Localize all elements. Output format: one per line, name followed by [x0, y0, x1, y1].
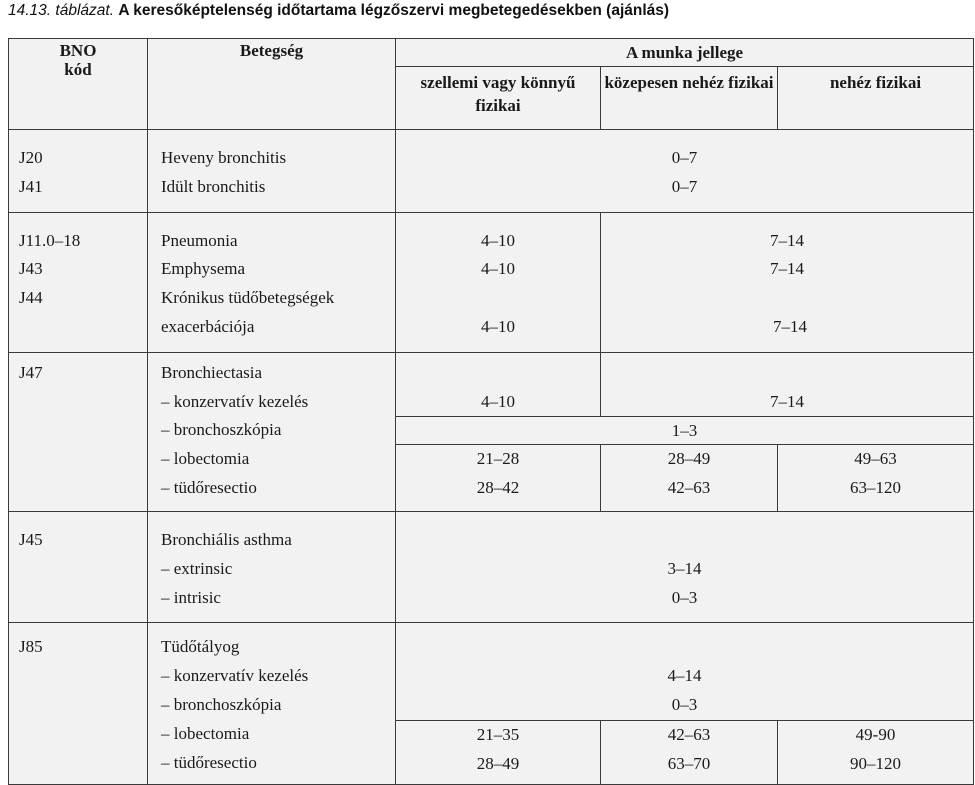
value-cell	[396, 352, 601, 417]
duration-value: 7–14	[770, 391, 805, 411]
duration-value: 7–14	[770, 259, 805, 279]
duration-value	[601, 284, 973, 313]
bno-code: J44	[19, 288, 43, 308]
value-cell	[396, 474, 601, 511]
disease-name: Idült bronchitis	[161, 176, 266, 196]
value-cell	[778, 474, 974, 511]
value-cell	[778, 720, 974, 749]
header-bno	[9, 39, 148, 130]
duration-value: 28–42	[476, 478, 520, 498]
duration-value: 90–120	[850, 753, 902, 773]
bno-cell	[9, 130, 148, 213]
duration-value: 0–7	[671, 176, 698, 196]
table-caption	[8, 2, 669, 20]
header-munka-jellege: A munka jellege	[396, 39, 974, 67]
disease-name: – bronchoszkópia	[161, 694, 282, 714]
bno-code: J47	[19, 362, 43, 382]
value-cell	[778, 750, 974, 785]
duration-value: 4–10	[481, 391, 515, 411]
disease-name: Tüdőtályog	[161, 637, 240, 657]
header-kozepesen: közepesen nehéz fizikai	[601, 67, 778, 130]
table-row	[9, 511, 974, 622]
table-row	[9, 212, 974, 352]
disease-name: – tüdőresectio	[161, 477, 257, 497]
header-row	[9, 39, 974, 67]
header-bno-line2: kód	[64, 60, 92, 79]
disease-cell	[148, 511, 396, 622]
duration-value: 42–63	[667, 724, 711, 744]
disease-name: – extrinsic	[161, 558, 233, 578]
bno-cell	[9, 352, 148, 511]
bno-code: J45	[19, 529, 43, 549]
caption-title: A keresőképtelenség időtartama légzőszervi megbetegedésekben (ajánlás)	[118, 2, 670, 19]
header-szellemi: szellemi vagy könnyű fizikai	[396, 67, 601, 130]
value-cell	[396, 623, 974, 720]
disease-cell	[148, 130, 396, 213]
disease-name: – konzervatív kezelés	[161, 391, 309, 411]
duration-value	[396, 284, 600, 313]
duration-value: 21–28	[476, 449, 520, 469]
value-cell	[396, 417, 974, 445]
header-betegseg: Betegség	[148, 39, 396, 130]
bno-code: J85	[19, 637, 43, 657]
disease-name: exacerbációja	[161, 316, 255, 336]
table-row	[9, 130, 974, 213]
disease-cell	[148, 352, 396, 511]
value-cell	[778, 445, 974, 474]
duration-value: 7–14	[773, 316, 808, 336]
duration-table	[8, 38, 974, 785]
table-row	[9, 352, 974, 417]
value-cell	[601, 445, 778, 474]
value-cell	[601, 720, 778, 749]
duration-value: 42–63	[667, 478, 711, 498]
duration-value: 63–70	[667, 753, 711, 773]
disease-name: – intrisic	[161, 587, 221, 607]
duration-value: 49-90	[855, 724, 896, 744]
value-cell	[396, 720, 601, 749]
value-cell	[396, 750, 601, 785]
header-bno-line1: BNO	[59, 41, 97, 60]
value-cell	[601, 474, 778, 511]
disease-cell	[148, 623, 396, 785]
value-cell	[396, 130, 974, 213]
disease-cell	[148, 212, 396, 352]
caption-label: 14.13. táblázat.	[8, 2, 114, 19]
duration-value: 4–10	[481, 316, 515, 336]
disease-name: – lobectomia	[161, 723, 250, 743]
duration-value: 7–14	[770, 230, 805, 250]
disease-name: Bronchiectasia	[161, 362, 263, 382]
bno-cell	[9, 623, 148, 785]
duration-value: 0–3	[671, 587, 698, 607]
disease-name: – konzervatív kezelés	[161, 666, 309, 686]
value-cell	[601, 352, 974, 417]
value-cell	[601, 750, 778, 785]
bno-code: J43	[19, 259, 43, 279]
duration-value: 28–49	[667, 449, 711, 469]
value-cell	[396, 212, 601, 352]
bno-code: J20	[19, 148, 43, 167]
disease-name: Bronchiális asthma	[161, 529, 292, 549]
duration-value: 4–10	[481, 259, 515, 279]
duration-value: 21–35	[476, 724, 520, 744]
duration-value: 0–7	[671, 148, 698, 167]
disease-name: – tüdőresectio	[161, 752, 257, 772]
duration-value: 4–14	[667, 666, 702, 686]
disease-name: Emphysema	[161, 259, 246, 279]
duration-value: 49–63	[854, 449, 897, 469]
duration-value: 0–3	[671, 694, 698, 714]
duration-value: 28–49	[476, 753, 520, 773]
disease-name: Krónikus tüdőbetegségek	[161, 288, 335, 308]
disease-name: – lobectomia	[161, 449, 250, 469]
disease-name: Heveny bronchitis	[161, 148, 287, 167]
value-cell	[396, 511, 974, 622]
duration-value: 63–120	[850, 478, 902, 498]
duration-value: 1–3	[671, 421, 698, 441]
bno-code: J11.0–18	[19, 230, 81, 250]
table-row	[9, 623, 974, 720]
value-cell	[601, 212, 974, 352]
bno-cell	[9, 212, 148, 352]
header-nehez: nehéz fizikai	[778, 67, 974, 130]
value-cell	[396, 445, 601, 474]
disease-name: Pneumonia	[161, 230, 238, 250]
duration-value: 3–14	[667, 558, 702, 578]
bno-cell	[9, 511, 148, 622]
bno-code: J41	[19, 176, 43, 196]
disease-name: – bronchoszkópia	[161, 420, 282, 440]
duration-value: 4–10	[481, 230, 515, 250]
